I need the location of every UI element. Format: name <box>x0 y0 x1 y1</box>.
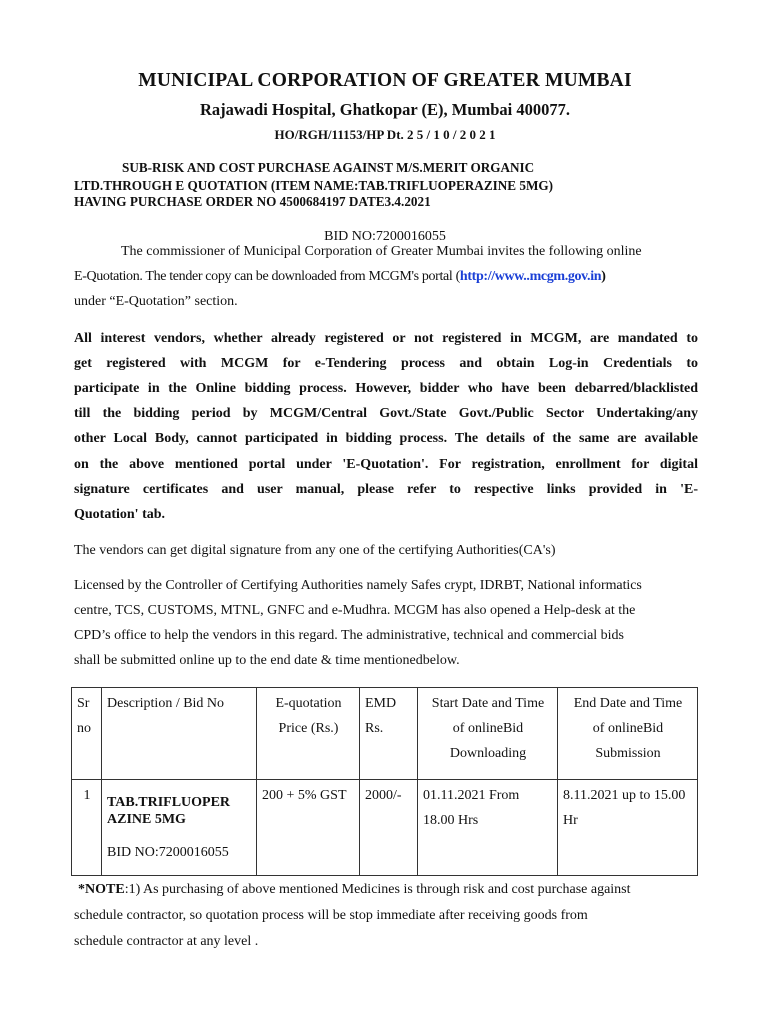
header-sr-no <box>72 688 102 780</box>
vendor-notice-line: All interest vendors, whether already registered or not registered in MCGM, are mandated to <box>74 331 698 346</box>
row-end-date <box>558 780 698 876</box>
header-text: Downloading <box>449 746 527 761</box>
cell-text: 8.11.2021 up to 15.00 <box>563 788 686 803</box>
mcgm-portal-link[interactable]: http://www..mcgm.gov.in <box>459 269 602 284</box>
row-emd: 2000/- <box>360 780 418 876</box>
header-text: of onlineBid <box>592 721 664 736</box>
cell-text: Hr <box>563 813 578 828</box>
header-text: Rs. <box>365 721 384 736</box>
digital-signature-note: The vendors can get digital signature from any one of the certifying Authorities(CA's) <box>74 543 556 558</box>
row-price: 200 + 5% GST <box>257 780 360 876</box>
reference-number: HO/RGH/11153/HP Dt. 2 5 / 1 0 / 2 0 2 1 <box>274 127 496 142</box>
vendor-notice-line: Quotation' tab. <box>74 507 166 522</box>
cell-text: 18.00 Hrs <box>423 813 479 828</box>
subject-line-2: LTD.THROUGH E QUOTATION (ITEM NAME:TAB.TRIFLUOPERAZINE 5MG) <box>74 178 554 193</box>
header-text: Sr <box>77 696 90 711</box>
bid-schedule-table <box>71 687 698 876</box>
header-text: E-quotation <box>275 696 342 711</box>
header-description: Description / Bid No <box>102 688 257 780</box>
header-text: End Date and Time <box>573 696 683 711</box>
subject-line-1: SUB-RISK AND COST PURCHASE AGAINST M/S.MERIT ORGANIC <box>122 160 535 175</box>
subject-line-3: HAVING PURCHASE ORDER NO 4500684197 DATE3.4.2021 <box>74 194 431 209</box>
note-line-2: schedule contractor, so quotation process will be stop immediate after receiving goods from <box>74 908 588 923</box>
header-end-date <box>558 688 698 780</box>
note-label: *NOTE <box>78 882 125 897</box>
hospital-address: Rajawadi Hospital, Ghatkopar (E), Mumbai 400077. <box>199 100 571 119</box>
item-name: TAB.TRIFLUOPER <box>107 795 231 810</box>
intro-line-2 <box>74 269 606 285</box>
note-line-3: schedule contractor at any level . <box>74 934 259 949</box>
vendor-notice-line: till the bidding period by MCGM/Central Govt./State Govt./Public Sector Undertaking/any <box>74 406 698 421</box>
intro-line-2-text: E-Quotation. The tender copy can be downloaded from MCGM's portal ( <box>74 269 460 284</box>
header-price <box>257 688 360 780</box>
header-text: Submission <box>595 746 661 761</box>
header-text: EMD <box>365 696 397 711</box>
note-line-1 <box>78 882 631 898</box>
bid-number: BID NO:7200016055 <box>324 229 446 244</box>
vendor-notice-line: other Local Body, cannot participated in bidding process. The details of the same are available <box>74 431 698 446</box>
licensed-line: Licensed by the Controller of Certifying Authorities namely Safes crypt, IDRBT, National informatics <box>74 578 642 593</box>
item-name: AZINE 5MG <box>107 812 186 827</box>
cell-text: 01.11.2021 From <box>423 788 520 803</box>
intro-line-3: under “E-Quotation” section. <box>74 294 238 309</box>
row-sr-no: 1 <box>72 780 102 876</box>
header-text: Price (Rs.) <box>278 721 339 736</box>
row-bid-number: BID NO:7200016055 <box>107 845 229 860</box>
intro-link-close: ) <box>601 269 606 284</box>
header-text: of onlineBid <box>452 721 524 736</box>
note-text: :1) As purchasing of above mentioned Medicines is through risk and cost purchase against <box>124 882 631 897</box>
licensed-line: centre, TCS, CUSTOMS, MTNL, GNFC and e-Mudhra. MCGM has also opened a Help-desk at the <box>74 603 636 618</box>
vendor-notice-line: signature certificates and user manual, please refer to respective links provided in 'E- <box>74 482 698 497</box>
licensed-line: shall be submitted online up to the end date & time mentionedbelow. <box>74 653 460 668</box>
row-start-date <box>418 780 558 876</box>
table-header-row <box>72 688 698 780</box>
table-row <box>72 780 698 876</box>
page-title: MUNICIPAL CORPORATION OF GREATER MUMBAI <box>138 70 632 91</box>
vendor-notice-line: get registered with MCGM for e-Tendering process and obtain Log-in Credentials to <box>74 356 698 371</box>
header-start-date <box>418 688 558 780</box>
intro-line-1: The commissioner of Municipal Corporation of Greater Mumbai invites the following online <box>121 244 642 259</box>
vendor-notice-line: on the above mentioned portal under 'E-Quotation'. For registration, enrollment for digital <box>74 457 698 472</box>
header-text: no <box>77 721 91 736</box>
vendor-notice-line: participate in the Online bidding process. However, bidder who have been debarred/blacklisted <box>74 381 698 396</box>
row-description <box>102 780 257 876</box>
licensed-line: CPD’s office to help the vendors in this regard. The administrative, technical and commercial bids <box>74 628 625 643</box>
header-text: Start Date and Time <box>431 696 545 711</box>
header-emd <box>360 688 418 780</box>
